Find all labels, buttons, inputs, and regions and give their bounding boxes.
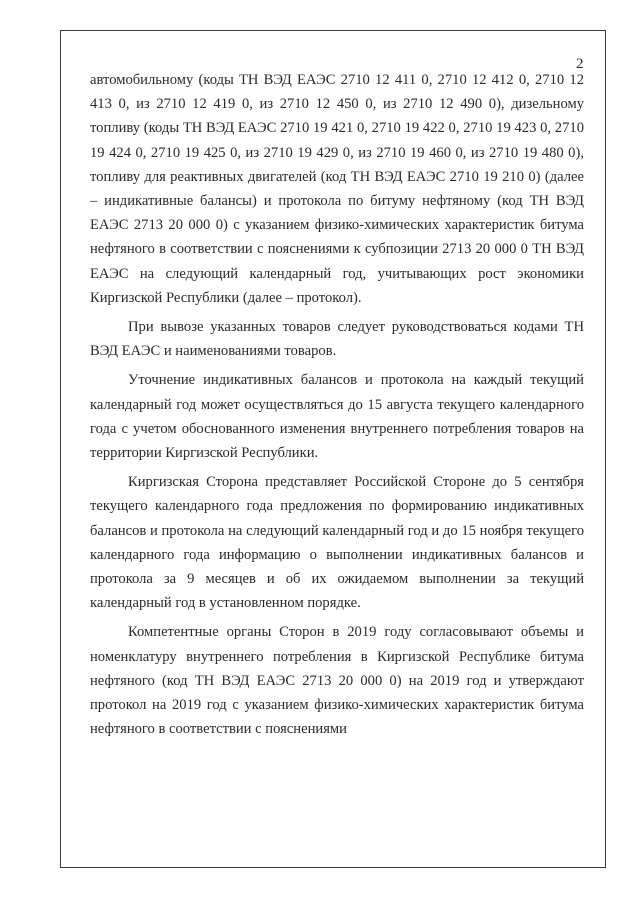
paragraph: Компетентные органы Сторон в 2019 году согласовывают объемы и номенклатуру внутреннего потребления в Киргизской Республике битума нефтяного (код ТН ВЭД ЕАЭС 2713 20 000 0) на 2019 год и утверждают протокол на 2019 год с указанием физико-химических характеристик битума нефтяного в соответствии с пояснениями: [90, 624, 584, 738]
paragraph: При вывозе указанных товаров следует руководствоваться кодами ТН ВЭД ЕАЭС и наименованиями товаров.: [90, 319, 584, 360]
page-number: 2: [576, 56, 584, 72]
paragraph: Уточнение индикативных балансов и протокола на каждый текущий календарный год может осуществляться до 15 августа текущего календарного года с учетом обоснованного изменения внутреннего потребления товаров на территории Киргизской Республики.: [90, 372, 584, 462]
document-body: [90, 68, 584, 746]
paragraph: Киргизская Сторона представляет Российской Стороне до 5 сентября текущего календарного года предложения по формированию индикативных балансов и протокола на следующий календарный год и до 15 ноября текущего календарного года информацию о выполнении индикативных балансов и протокола за 9 месяцев и об их ожидаемом выполнении за текущий календарный год в установленном порядке.: [90, 474, 584, 612]
paragraph: автомобильному (коды ТН ВЭД ЕАЭС 2710 12 411 0, 2710 12 412 0, 2710 12 413 0, из 2710 12 419 0, из 2710 12 450 0, из 2710 12 490 0), дизельному топливу (коды ТН ВЭД ЕАЭС 2710 19 421 0, 2710 19 422 0, 2710 19 423 0, 2710 19 424 0, 2710 19 425 0, из 2710 19 429 0, из 2710 19 460 0, из 2710 19 480 0), топливу для реактивных двигателей (код ТН ВЭД ЕАЭС 2710 19 210 0) (далее – индикативные балансы) и протокола по битуму нефтяному (код ТН ВЭД ЕАЭС 2713 20 000 0) с указанием физико-химических характеристик битума нефтяного в соответствии с пояснениями к субпозиции 2713 20 000 0 ТН ВЭД ЕАЭС на следующий календарный год, учитывающих рост экономики Киргизской Республики (далее – протокол).: [90, 72, 584, 306]
